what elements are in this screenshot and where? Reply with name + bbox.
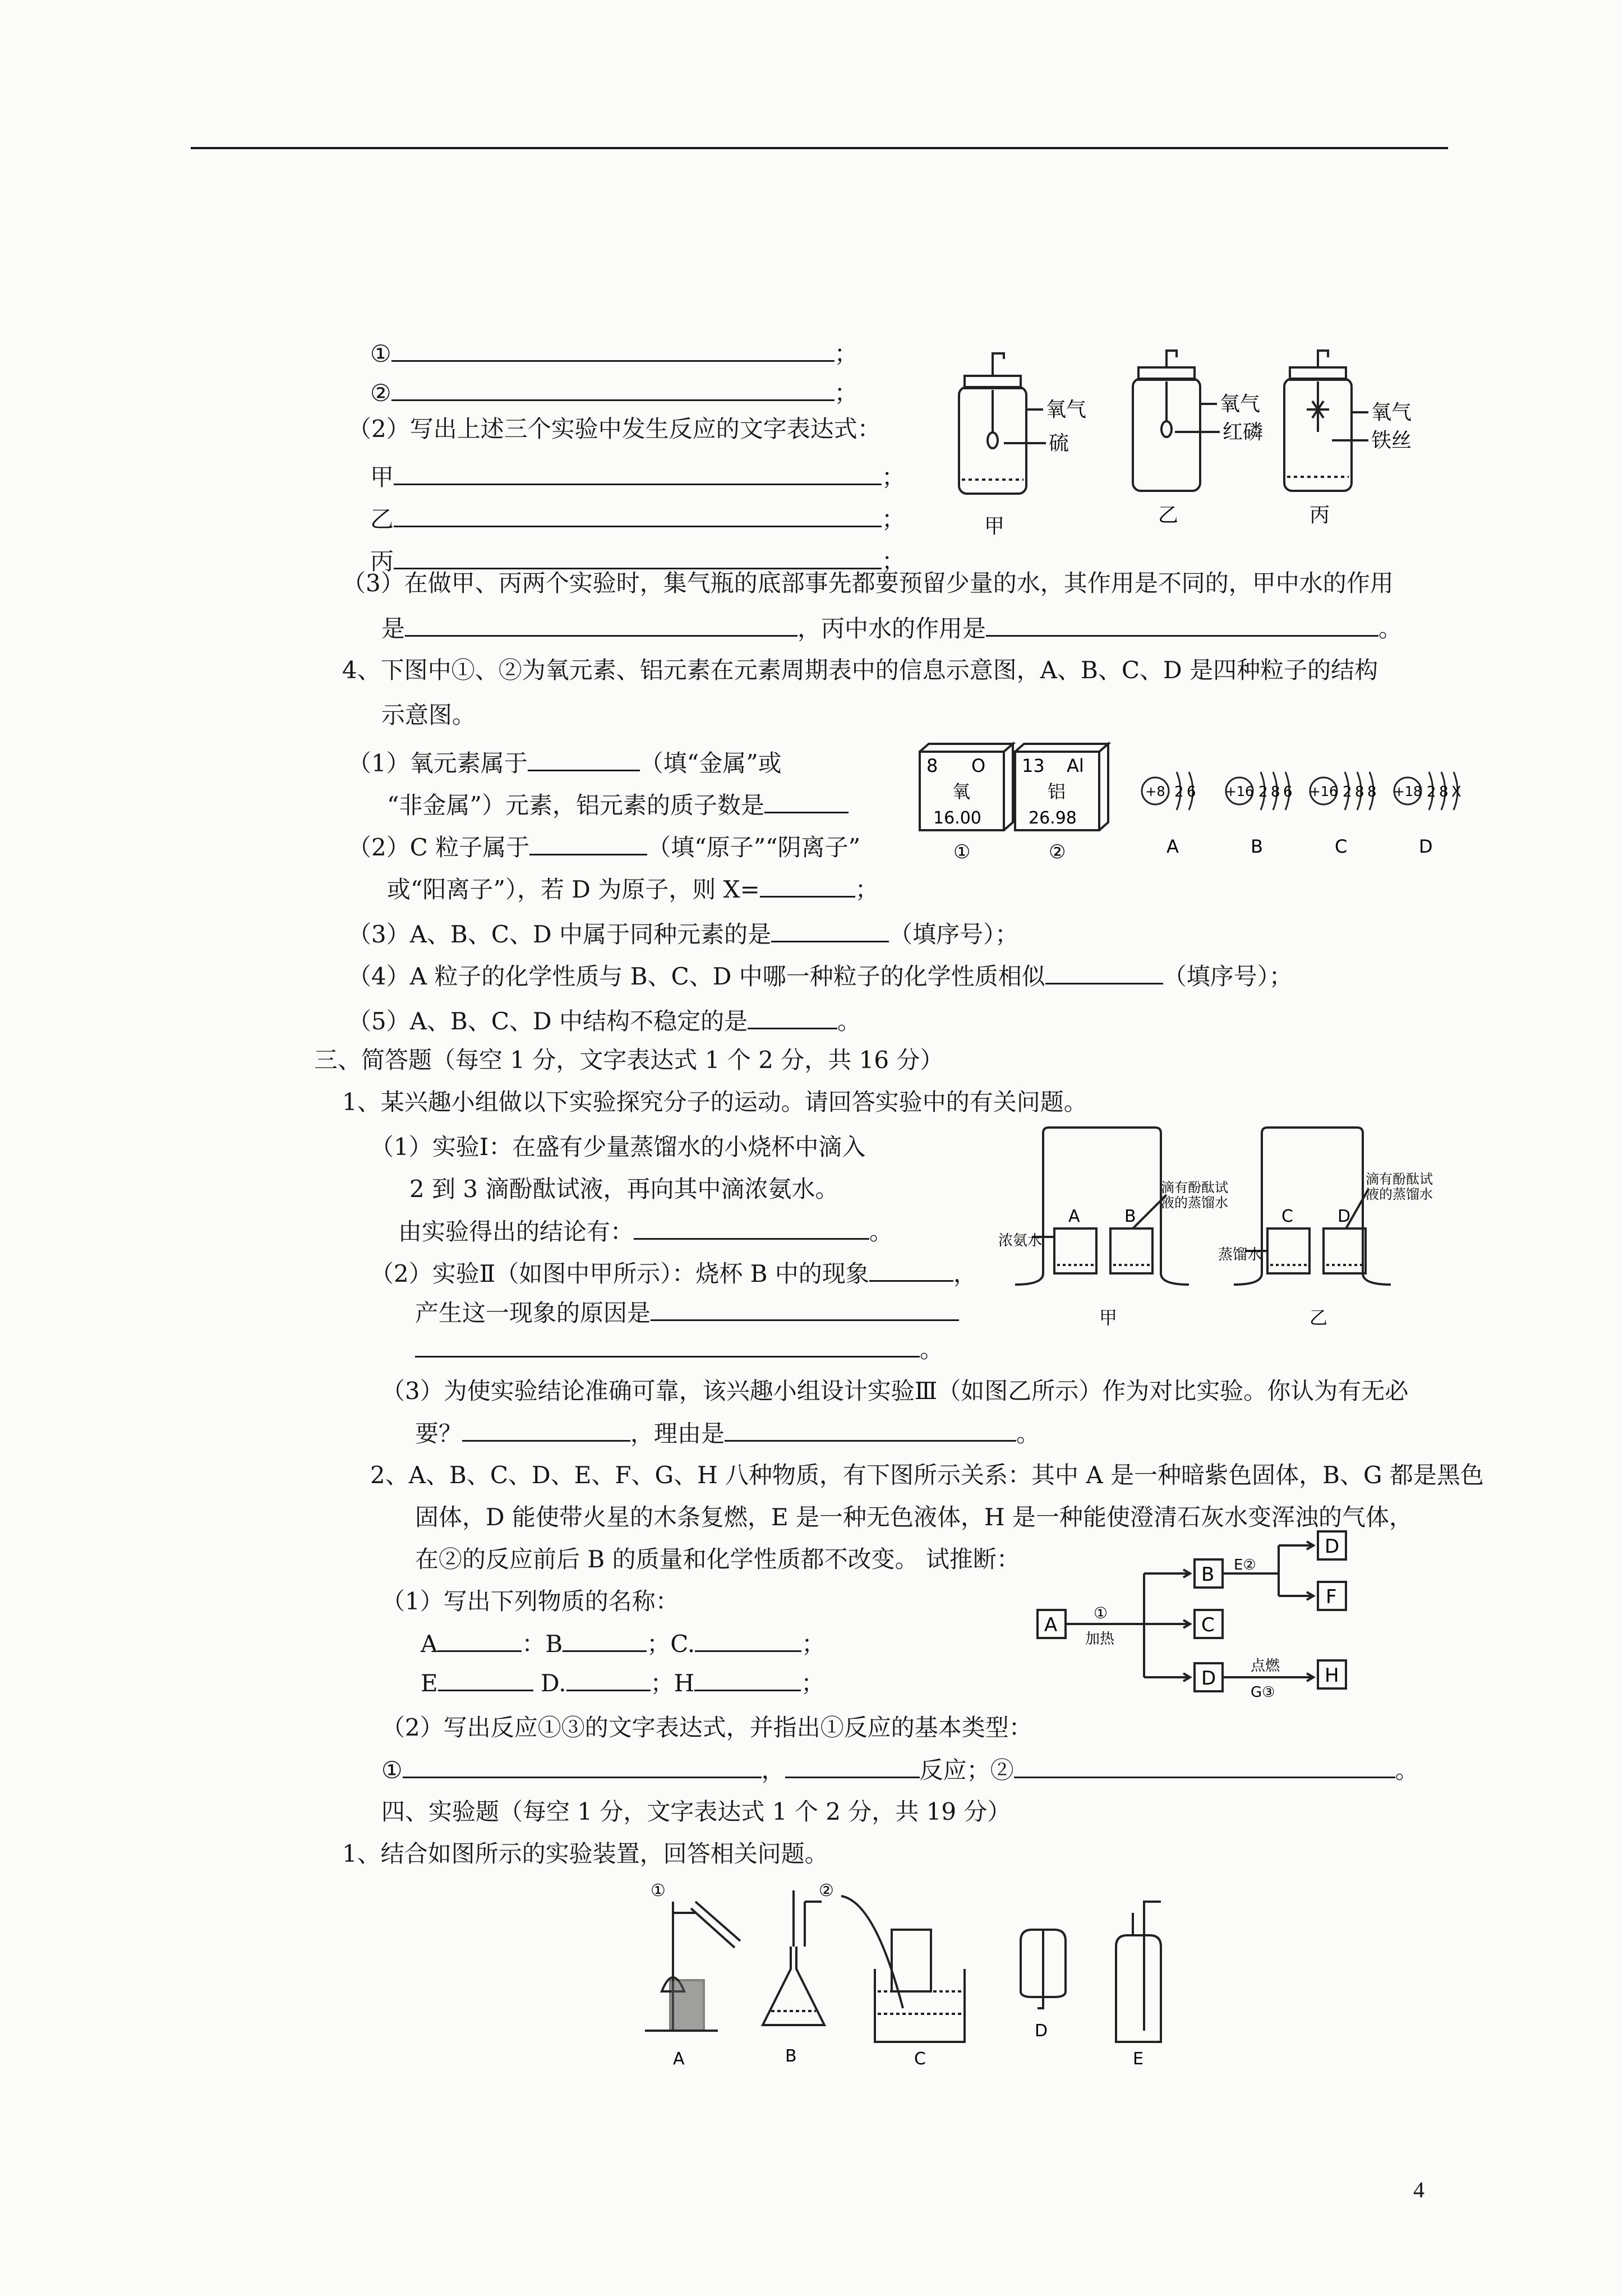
sec3-q2-1: （1）写出下列物质的名称： <box>381 1588 679 1615</box>
blank[interactable] <box>694 1666 801 1691</box>
jia-right-label-1: 滴有酚酞试 <box>1161 1180 1228 1195</box>
distilled-water-label: 蒸馏水 <box>1218 1246 1262 1263</box>
q4-2b: 或“阳离子”），若 D 为原子，则 X= ； <box>387 872 879 907</box>
blank[interactable] <box>562 1627 647 1652</box>
blank[interactable] <box>566 1666 651 1691</box>
flow-arrow3-bottom: G③ <box>1251 1684 1275 1701</box>
shell-electron-count: 8 <box>1355 784 1364 800</box>
q4-2a: （2）C 粒子属于 （填“原子”“阴离子” <box>348 830 860 864</box>
particle-label-a: A <box>1166 836 1179 857</box>
sec3-q1-3a: （3）为使实验结论准确可靠，该兴趣小组设计实验Ⅲ（如图乙所示）作为对比实验。你认为有无必 <box>381 1377 1409 1405</box>
page-number: 4 <box>1413 2177 1424 2202</box>
q3-2-bing: 丙 ； <box>370 544 905 578</box>
flow-f: F <box>1326 1586 1337 1608</box>
sec3-q1-1a: （1）实验Ⅰ：在盛有少量蒸馏水的小烧杯中滴入 <box>370 1133 866 1161</box>
aluminum-mass: 26.98 <box>1029 808 1077 828</box>
sec3-q2-reactions: ① ， 反应；② 。 <box>381 1753 1419 1787</box>
oxygen-symbol: O <box>971 755 986 776</box>
yi-right-label-1: 滴有酚酞试 <box>1366 1171 1433 1187</box>
blank[interactable] <box>437 1627 522 1652</box>
blank[interactable] <box>462 1416 630 1442</box>
label-red-phosphorus: 红磷 <box>1223 421 1264 444</box>
apparatus-d: D <box>1035 2021 1048 2041</box>
beaker-d-label: D <box>1338 1207 1351 1226</box>
blank[interactable] <box>394 460 882 485</box>
nucleus-charge-d: +18 <box>1393 784 1422 799</box>
label-iron-wire: 铁丝 <box>1371 429 1412 452</box>
shell-electron-count: 2 <box>1427 784 1436 800</box>
blank[interactable] <box>528 746 640 771</box>
beaker-b-label: B <box>1124 1207 1136 1226</box>
sec3-q1-1b: 2 到 3 滴酚酞试液，再向其中滴浓氨水。 <box>409 1175 839 1203</box>
shell-electron-count: 2 <box>1343 784 1352 800</box>
q3-2-jia: 甲 ； <box>370 460 905 494</box>
q4-3: （3）A、B、C、D 中属于同种元素的是 （填序号）； <box>348 917 1018 951</box>
blank[interactable] <box>1045 959 1163 984</box>
label-oxygen-2: 氧气 <box>1220 393 1261 416</box>
sec3-q1-1c: 由实验得出的结论有： 。 <box>398 1214 893 1249</box>
blank[interactable] <box>1014 1753 1395 1778</box>
jia-right-label-2: 液的蒸馏水 <box>1161 1195 1228 1211</box>
aluminum-number: 13 <box>1022 755 1045 776</box>
blank[interactable] <box>438 1666 533 1691</box>
answer-line-2: ② ； <box>370 376 858 410</box>
label-oxygen-3: 氧气 <box>1371 401 1412 424</box>
lab-apparatus-figure <box>639 1879 1200 2070</box>
sec3-q1-2a: （2）实验Ⅱ（如图中甲所示）：烧杯 B 中的现象 ， <box>370 1257 977 1291</box>
sec3-q1: 1、某兴趣小组做以下实验探究分子的运动。请回答实验中的有关问题。 <box>342 1088 1087 1116</box>
label-oxygen-1: 氧气 <box>1046 398 1087 421</box>
sec3-q1-3b: 要？ ，理由是 。 <box>415 1416 1040 1451</box>
caption-bing: 丙 <box>1310 504 1330 527</box>
particle-label-c: C <box>1335 836 1348 857</box>
apparatus-tag-2: ② <box>819 1881 834 1901</box>
sec3-q2b: 固体，D 能使带火星的木条复燃，E 是一种无色液体，H 是一种能使澄清石灰水变浑浊的气体， <box>415 1503 1413 1531</box>
blank[interactable] <box>394 502 882 527</box>
flow-arrow3-top: 点燃 <box>1251 1658 1280 1674</box>
particle-label-d: D <box>1419 836 1433 857</box>
answer-line-1: ① ； <box>370 337 858 371</box>
shell-electron-count: 2 <box>1174 784 1184 800</box>
q3-3-line1: （3）在做甲、丙两个实验时，集气瓶的底部事先都要预留少量的水，其作用是不同的，甲中水的作用 <box>342 569 1394 597</box>
q3-2-yi: 乙 ； <box>370 502 905 536</box>
q3-2-prompt: （2）写出上述三个实验中发生反应的文字表达式： <box>348 415 881 443</box>
q3-3-line2: 是 ，丙中水的作用是 。 <box>381 611 1402 646</box>
q4-4: （4）A 粒子的化学性质与 B、C、D 中哪一种粒子的化学性质相似 （填序号）； <box>348 959 1293 993</box>
sec3-q1-2c: 。 <box>415 1332 943 1366</box>
blank[interactable] <box>760 872 855 898</box>
blank[interactable] <box>403 1753 762 1778</box>
blank[interactable] <box>651 1296 959 1321</box>
reaction-flow-figure <box>1032 1526 1380 1717</box>
particle-label-b: B <box>1251 836 1263 857</box>
nucleus-charge-b: +16 <box>1225 784 1254 799</box>
q4-line2: 示意图。 <box>381 701 476 729</box>
sec3-q2-names-row1: A ：B ；C. ； <box>421 1627 825 1661</box>
shell-electron-count: 8 <box>1271 784 1280 800</box>
blank[interactable] <box>415 1332 920 1358</box>
caption-yi: 乙 <box>1158 504 1179 527</box>
tag-oxygen: ① <box>953 841 971 863</box>
q4-1b: “非金属”）元素，铝元素的质子数是 <box>387 788 849 822</box>
sec3-q2-2: （2）写出反应①③的文字表达式，并指出①反应的基本类型： <box>381 1714 1032 1741</box>
shell-electron-count: 2 <box>1258 784 1268 800</box>
caption-jia: 甲 <box>984 515 1005 538</box>
blank[interactable] <box>764 788 849 813</box>
blank[interactable] <box>869 1257 953 1282</box>
flow-arrow1-top: ① <box>1094 1604 1108 1622</box>
blank[interactable] <box>391 337 834 362</box>
flow-d-product: D <box>1325 1535 1340 1558</box>
flow-arrow2: E② <box>1234 1557 1256 1573</box>
blank[interactable] <box>785 1753 920 1778</box>
shell-electron-count: 8 <box>1439 784 1449 800</box>
q4-1a: （1）氧元素属于 （填“金属”或 <box>348 746 782 780</box>
beaker-c-label: C <box>1281 1207 1293 1226</box>
apparatus-tag-1: ① <box>651 1881 666 1901</box>
sec3-q2-names-row2: E D. ；H ； <box>421 1666 824 1700</box>
header-rule <box>191 147 1448 149</box>
apparatus-e: E <box>1133 2049 1144 2069</box>
q4-line1: 4、下图中①、②为氧元素、铝元素在元素周期表中的信息示意图，A、B、C、D 是四种粒子的结构 <box>342 656 1378 684</box>
sec4-q1: 1、结合如图所示的实验装置，回答相关问题。 <box>342 1840 828 1867</box>
blank[interactable] <box>748 1004 837 1029</box>
shell-electron-count: 8 <box>1367 784 1377 800</box>
sec3-q1-2b: 产生这一现象的原因是 <box>415 1296 959 1330</box>
flow-a: A <box>1044 1614 1058 1636</box>
blank[interactable] <box>391 376 834 401</box>
blank[interactable] <box>394 544 882 569</box>
blank[interactable] <box>695 1627 801 1652</box>
apparatus-b: B <box>785 2046 797 2066</box>
flow-b: B <box>1201 1563 1215 1586</box>
oxygen-mass: 16.00 <box>933 808 981 828</box>
aluminum-symbol: Al <box>1067 755 1084 776</box>
shell-electron-count: 6 <box>1187 784 1196 800</box>
element-particle-figure <box>909 740 1469 864</box>
blank[interactable] <box>771 917 889 942</box>
section3-title: 三、简答题（每空 1 分，文字表达式 1 个 2 分，共 16 分） <box>314 1046 944 1074</box>
flow-h: H <box>1325 1664 1339 1687</box>
blank[interactable] <box>725 1416 1016 1442</box>
blank[interactable] <box>986 611 1378 637</box>
apparatus-a: A <box>673 2049 685 2069</box>
shell-electron-count: 6 <box>1283 784 1293 800</box>
tag-aluminum: ② <box>1049 841 1066 863</box>
blank[interactable] <box>529 830 647 855</box>
sec3-q2c: 在②的反应前后 B 的质量和化学性质都不改变。 试推断： <box>415 1545 1020 1573</box>
sec3-q2a: 2、A、B、C、D、E、F、G、H 八种物质，有下图所示关系：其中 A 是一种暗紫色固体，B、G 都是黑色 <box>370 1461 1484 1489</box>
q4-5: （5）A、B、C、D 中结构不稳定的是 。 <box>348 1004 861 1038</box>
apparatus-c: C <box>914 2049 926 2069</box>
caption-yi-beakers: 乙 <box>1310 1307 1328 1328</box>
beaker-experiments-figure <box>998 1116 1436 1341</box>
beaker-a-label: A <box>1068 1207 1080 1226</box>
yi-right-label-2: 液的蒸馏水 <box>1366 1186 1433 1202</box>
section4-title: 四、实验题（每空 1 分，文字表达式 1 个 2 分，共 19 分） <box>381 1798 1011 1825</box>
flow-arrow1-bottom: 加热 <box>1085 1631 1115 1648</box>
flow-c: C <box>1201 1614 1215 1636</box>
blank[interactable] <box>634 1214 869 1240</box>
oxygen-number: 8 <box>926 755 938 776</box>
nucleus-charge-a: +8 <box>1145 784 1165 799</box>
flow-d: D <box>1201 1667 1216 1690</box>
blank[interactable] <box>405 611 797 637</box>
conc-ammonia-label: 浓氨水 <box>998 1232 1043 1249</box>
burning-experiments-figure <box>925 348 1441 550</box>
aluminum-name: 铝 <box>1048 781 1066 802</box>
oxygen-name: 氧 <box>952 781 971 802</box>
caption-jia-beakers: 甲 <box>1099 1307 1118 1328</box>
nucleus-charge-c: +16 <box>1309 784 1338 799</box>
label-sulfur: 硫 <box>1049 432 1069 455</box>
shell-electron-count: X <box>1451 784 1461 800</box>
